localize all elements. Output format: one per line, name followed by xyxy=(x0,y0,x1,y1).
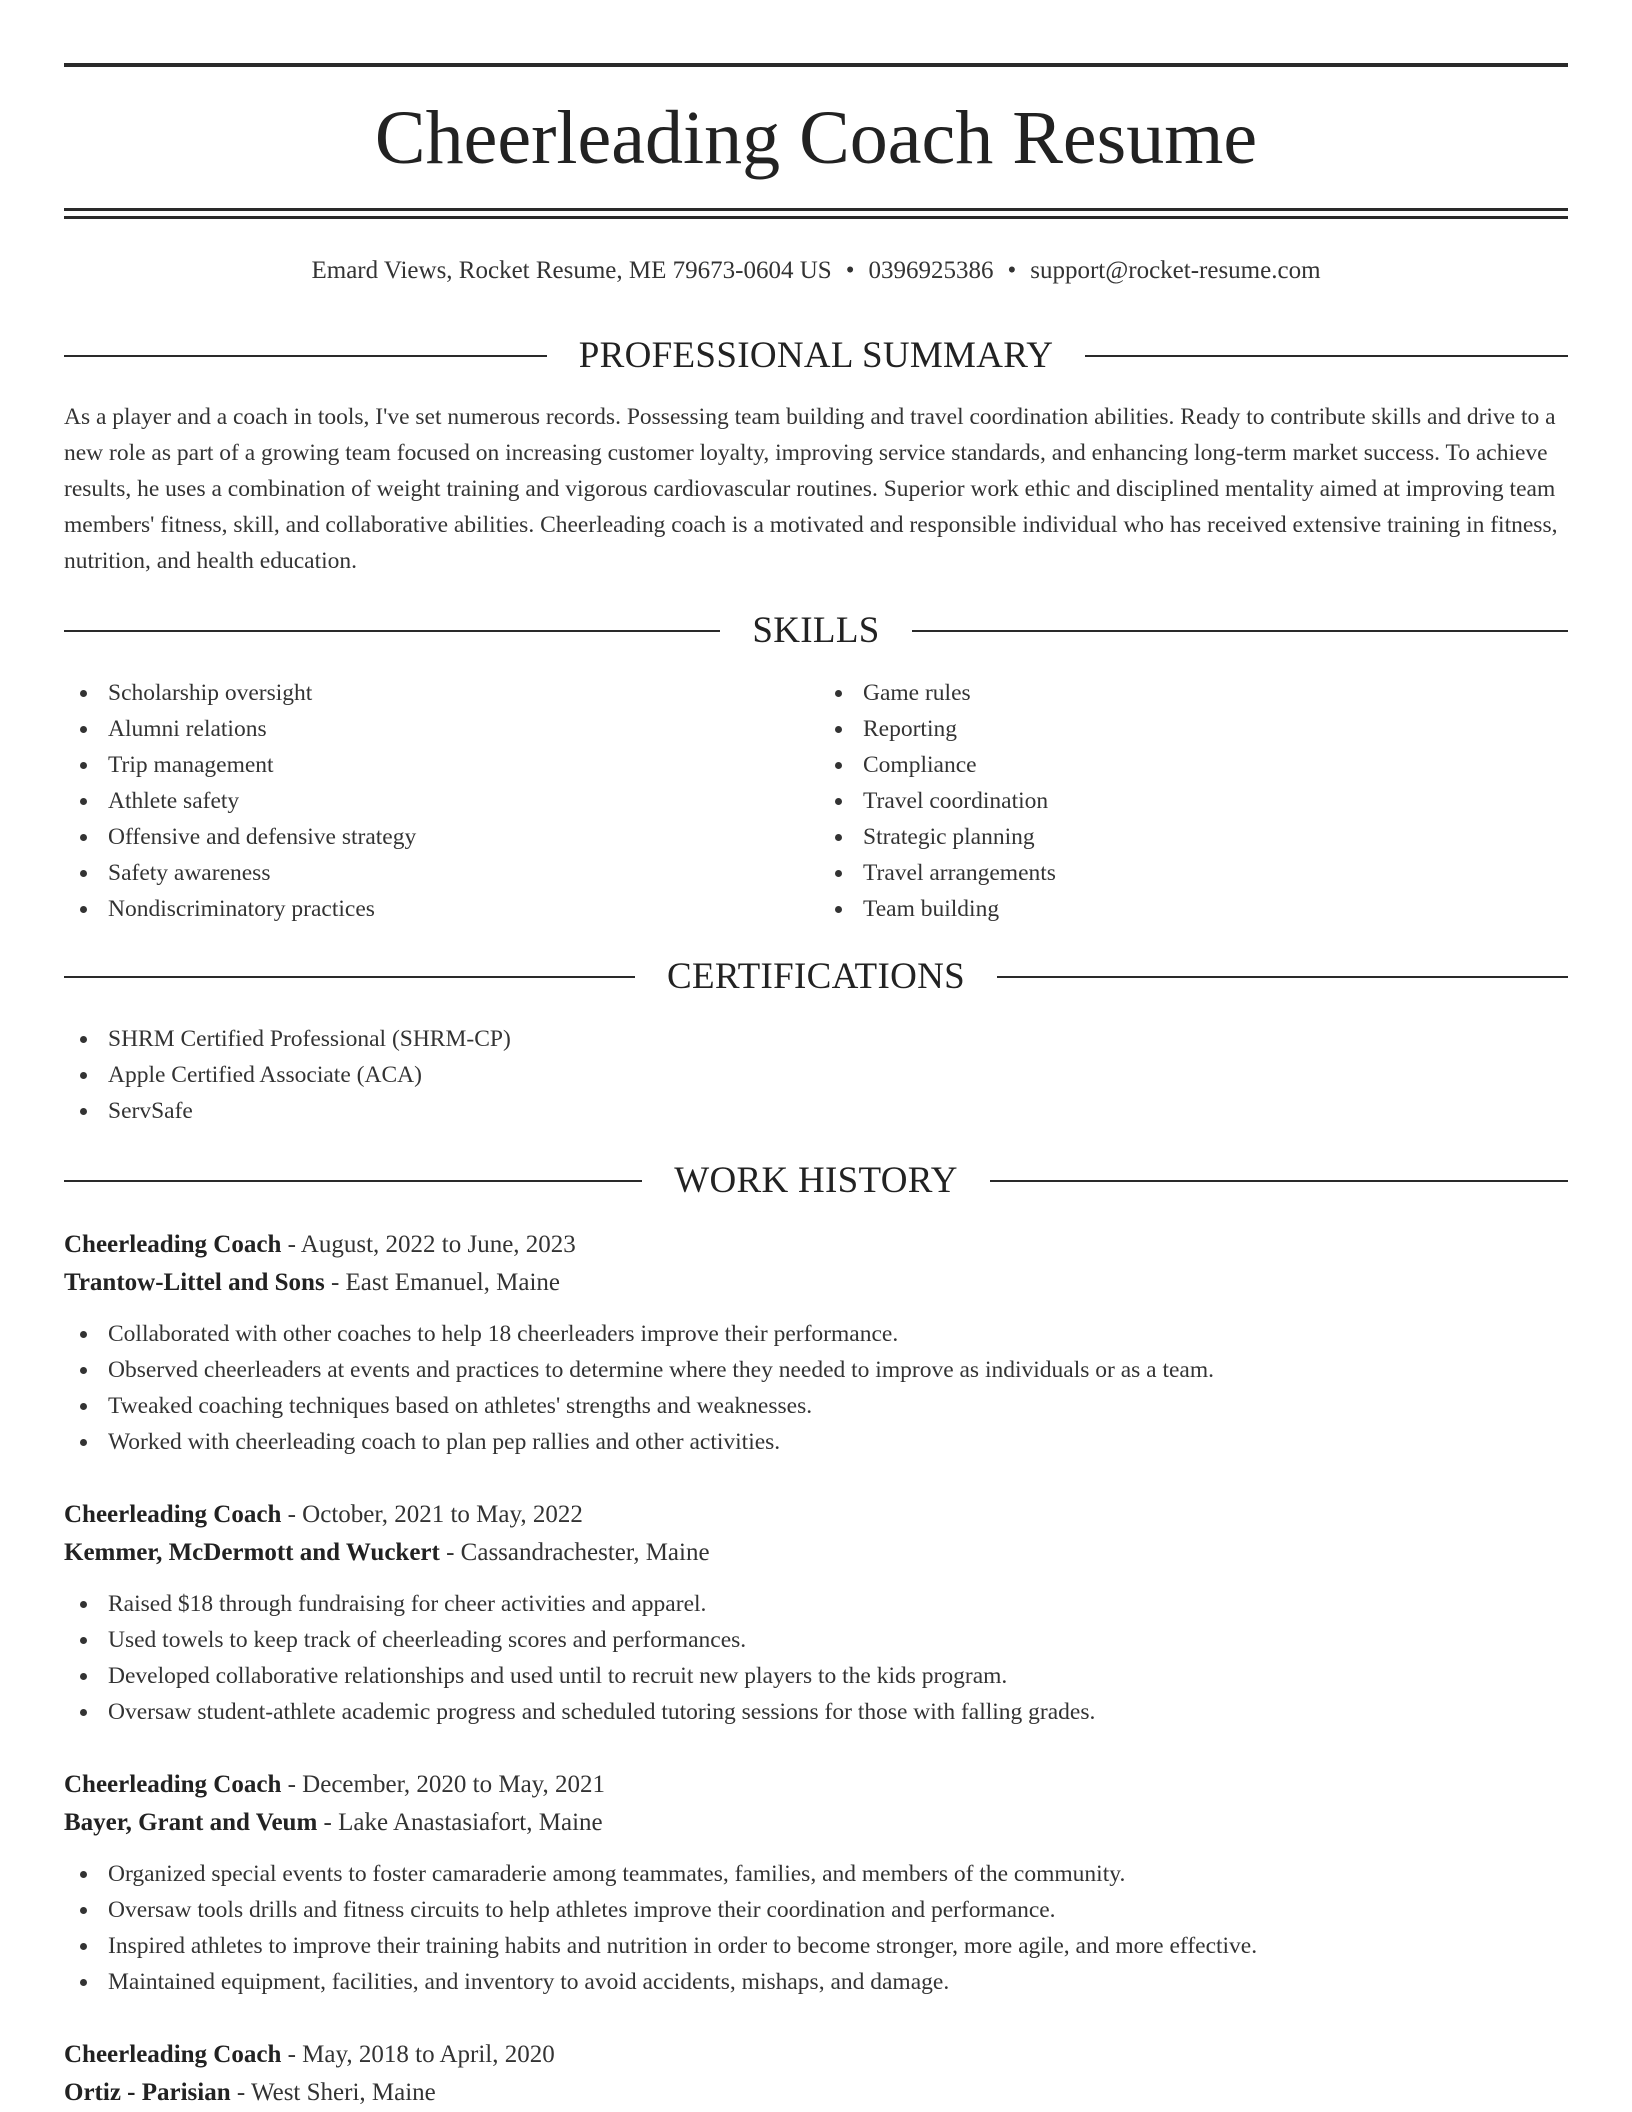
skills-list xyxy=(64,675,1568,927)
list-item: Organized special events to foster camaraderie among teammates, families, and members of the community. xyxy=(64,1856,1568,1892)
job-dates: - December, 2020 to May, 2021 xyxy=(281,1771,606,1798)
list-item: Raised $18 through fundraising for cheer activities and apparel. xyxy=(64,1586,1568,1622)
job-company-line xyxy=(64,2074,1568,2112)
job-company: Bayer, Grant and Veum xyxy=(64,1809,318,1836)
skills-column-left xyxy=(64,675,813,927)
section-heading-summary xyxy=(64,336,1568,376)
list-item: Observed cheerleaders at events and practices to determine where they needed to improve as individuals or as a team. xyxy=(64,1352,1568,1388)
job-location: - West Sheri, Maine xyxy=(230,2079,436,2106)
job-title-line xyxy=(64,2036,1568,2074)
list-item: Used towels to keep track of cheerleading scores and performances. xyxy=(64,1622,1568,1658)
job-title: Cheerleading Coach xyxy=(64,1771,282,1798)
list-item: Offensive and defensive strategy xyxy=(64,819,813,855)
job-company-line xyxy=(64,1264,1568,1302)
job-location: - Cassandrachester, Maine xyxy=(439,1539,710,1566)
section-heading-work-history xyxy=(64,1161,1568,1201)
section-title: PROFESSIONAL SUMMARY xyxy=(578,335,1054,376)
contact-separator: • xyxy=(845,257,855,284)
list-item: Developed collaborative relationships and used until to recruit new players to the kids program. xyxy=(64,1658,1568,1694)
job-title: Cheerleading Coach xyxy=(64,1501,282,1528)
contact-address: Emard Views, Rocket Resume, ME 79673-0604 US xyxy=(311,257,832,284)
job-title-line xyxy=(64,1766,1568,1804)
job-entry xyxy=(64,1226,1568,1460)
list-item: Reporting xyxy=(819,711,1568,747)
job-company: Ortiz - Parisian xyxy=(64,2079,231,2106)
job-dates: - August, 2022 to June, 2023 xyxy=(281,1231,576,1258)
section-heading-skills xyxy=(64,611,1568,651)
heading-rule xyxy=(997,976,1568,978)
list-item: ServSafe xyxy=(64,1093,1568,1129)
job-duties-list xyxy=(64,1856,1568,2000)
job-entry xyxy=(64,2036,1568,2112)
list-item: SHRM Certified Professional (SHRM-CP) xyxy=(64,1021,1568,1057)
list-item: Maintained equipment, facilities, and inventory to avoid accidents, mishaps, and damage. xyxy=(64,1964,1568,2000)
job-duties-list xyxy=(64,1316,1568,1460)
job-title-line xyxy=(64,1226,1568,1264)
list-item: Tweaked coaching techniques based on athletes' strengths and weaknesses. xyxy=(64,1388,1568,1424)
page-title: Cheerleading Coach Resume xyxy=(374,96,1258,180)
title-double-rule xyxy=(64,208,1568,219)
summary-paragraph: As a player and a coach in tools, I've set numerous records. Possessing team building and travel coordination abilities. Ready to contribute skills and drive to a new role as part of a growing team focused on increasing customer loyalty, improving service standards, and enhancing long-term market success. To achieve results, he uses a combination of weight training and vigorous cardiovascular routines. Superior work ethic and disciplined mentality aimed at improving team members' fitness, skill, and collaborative abilities. Cheerleading coach is a motivated and responsible individual who has received extensive training in fitness, nutrition, and health education. xyxy=(64,404,1558,574)
section-heading-certifications xyxy=(64,957,1568,997)
list-item: Alumni relations xyxy=(64,711,813,747)
heading-rule xyxy=(64,976,635,978)
list-item: Nondiscriminatory practices xyxy=(64,891,813,927)
certifications-list xyxy=(64,1021,1568,1129)
list-item: Team building xyxy=(819,891,1568,927)
job-dates: - May, 2018 to April, 2020 xyxy=(281,2041,555,2068)
job-title: Cheerleading Coach xyxy=(64,1231,282,1258)
certifications-block xyxy=(64,1021,1568,1129)
job-entry xyxy=(64,1496,1568,1730)
heading-rule xyxy=(64,630,720,632)
list-item: Oversaw tools drills and fitness circuits to help athletes improve their coordination and performance. xyxy=(64,1892,1568,1928)
job-company-line xyxy=(64,1804,1568,1842)
contact-email: support@rocket-resume.com xyxy=(1030,257,1321,284)
job-company: Trantow-Littel and Sons xyxy=(64,1269,325,1296)
list-item: Inspired athletes to improve their training habits and nutrition in order to become stronger, more agile, and more effective. xyxy=(64,1928,1568,1964)
list-item: Athlete safety xyxy=(64,783,813,819)
contact-line xyxy=(64,256,1568,286)
list-item: Game rules xyxy=(819,675,1568,711)
job-company-line xyxy=(64,1534,1568,1572)
job-company: Kemmer, McDermott and Wuckert xyxy=(64,1539,440,1566)
list-item: Travel coordination xyxy=(819,783,1568,819)
contact-phone: 0396925386 xyxy=(868,257,994,284)
job-title-line xyxy=(64,1496,1568,1534)
heading-rule xyxy=(64,1180,642,1182)
job-location: - East Emanuel, Maine xyxy=(324,1269,561,1296)
list-item: Travel arrangements xyxy=(819,855,1568,891)
job-location: - Lake Anastasiafort, Maine xyxy=(317,1809,603,1836)
list-item: Trip management xyxy=(64,747,813,783)
job-duties-list xyxy=(64,1586,1568,1730)
job-title: Cheerleading Coach xyxy=(64,2041,282,2068)
job-dates: - October, 2021 to May, 2022 xyxy=(281,1501,583,1528)
section-title: CERTIFICATIONS xyxy=(667,956,965,997)
skills-left-list xyxy=(64,675,813,927)
heading-rule xyxy=(1085,355,1568,357)
list-item: Apple Certified Associate (ACA) xyxy=(64,1057,1568,1093)
list-item: Strategic planning xyxy=(819,819,1568,855)
heading-rule xyxy=(990,1180,1568,1182)
section-title: SKILLS xyxy=(752,610,880,651)
skills-right-list xyxy=(819,675,1568,927)
section-title: WORK HISTORY xyxy=(674,1160,958,1201)
list-item: Safety awareness xyxy=(64,855,813,891)
skills-column-right xyxy=(813,675,1568,927)
heading-rule xyxy=(912,630,1568,632)
list-item: Scholarship oversight xyxy=(64,675,813,711)
list-item: Collaborated with other coaches to help 18 cheerleaders improve their performance. xyxy=(64,1316,1568,1352)
list-item: Compliance xyxy=(819,747,1568,783)
top-rule xyxy=(64,63,1568,67)
heading-rule xyxy=(64,355,547,357)
contact-separator: • xyxy=(1007,257,1017,284)
list-item: Oversaw student-athlete academic progress and scheduled tutoring sessions for those with falling grades. xyxy=(64,1694,1568,1730)
job-entry xyxy=(64,1766,1568,2000)
list-item: Worked with cheerleading coach to plan pep rallies and other activities. xyxy=(64,1424,1568,1460)
